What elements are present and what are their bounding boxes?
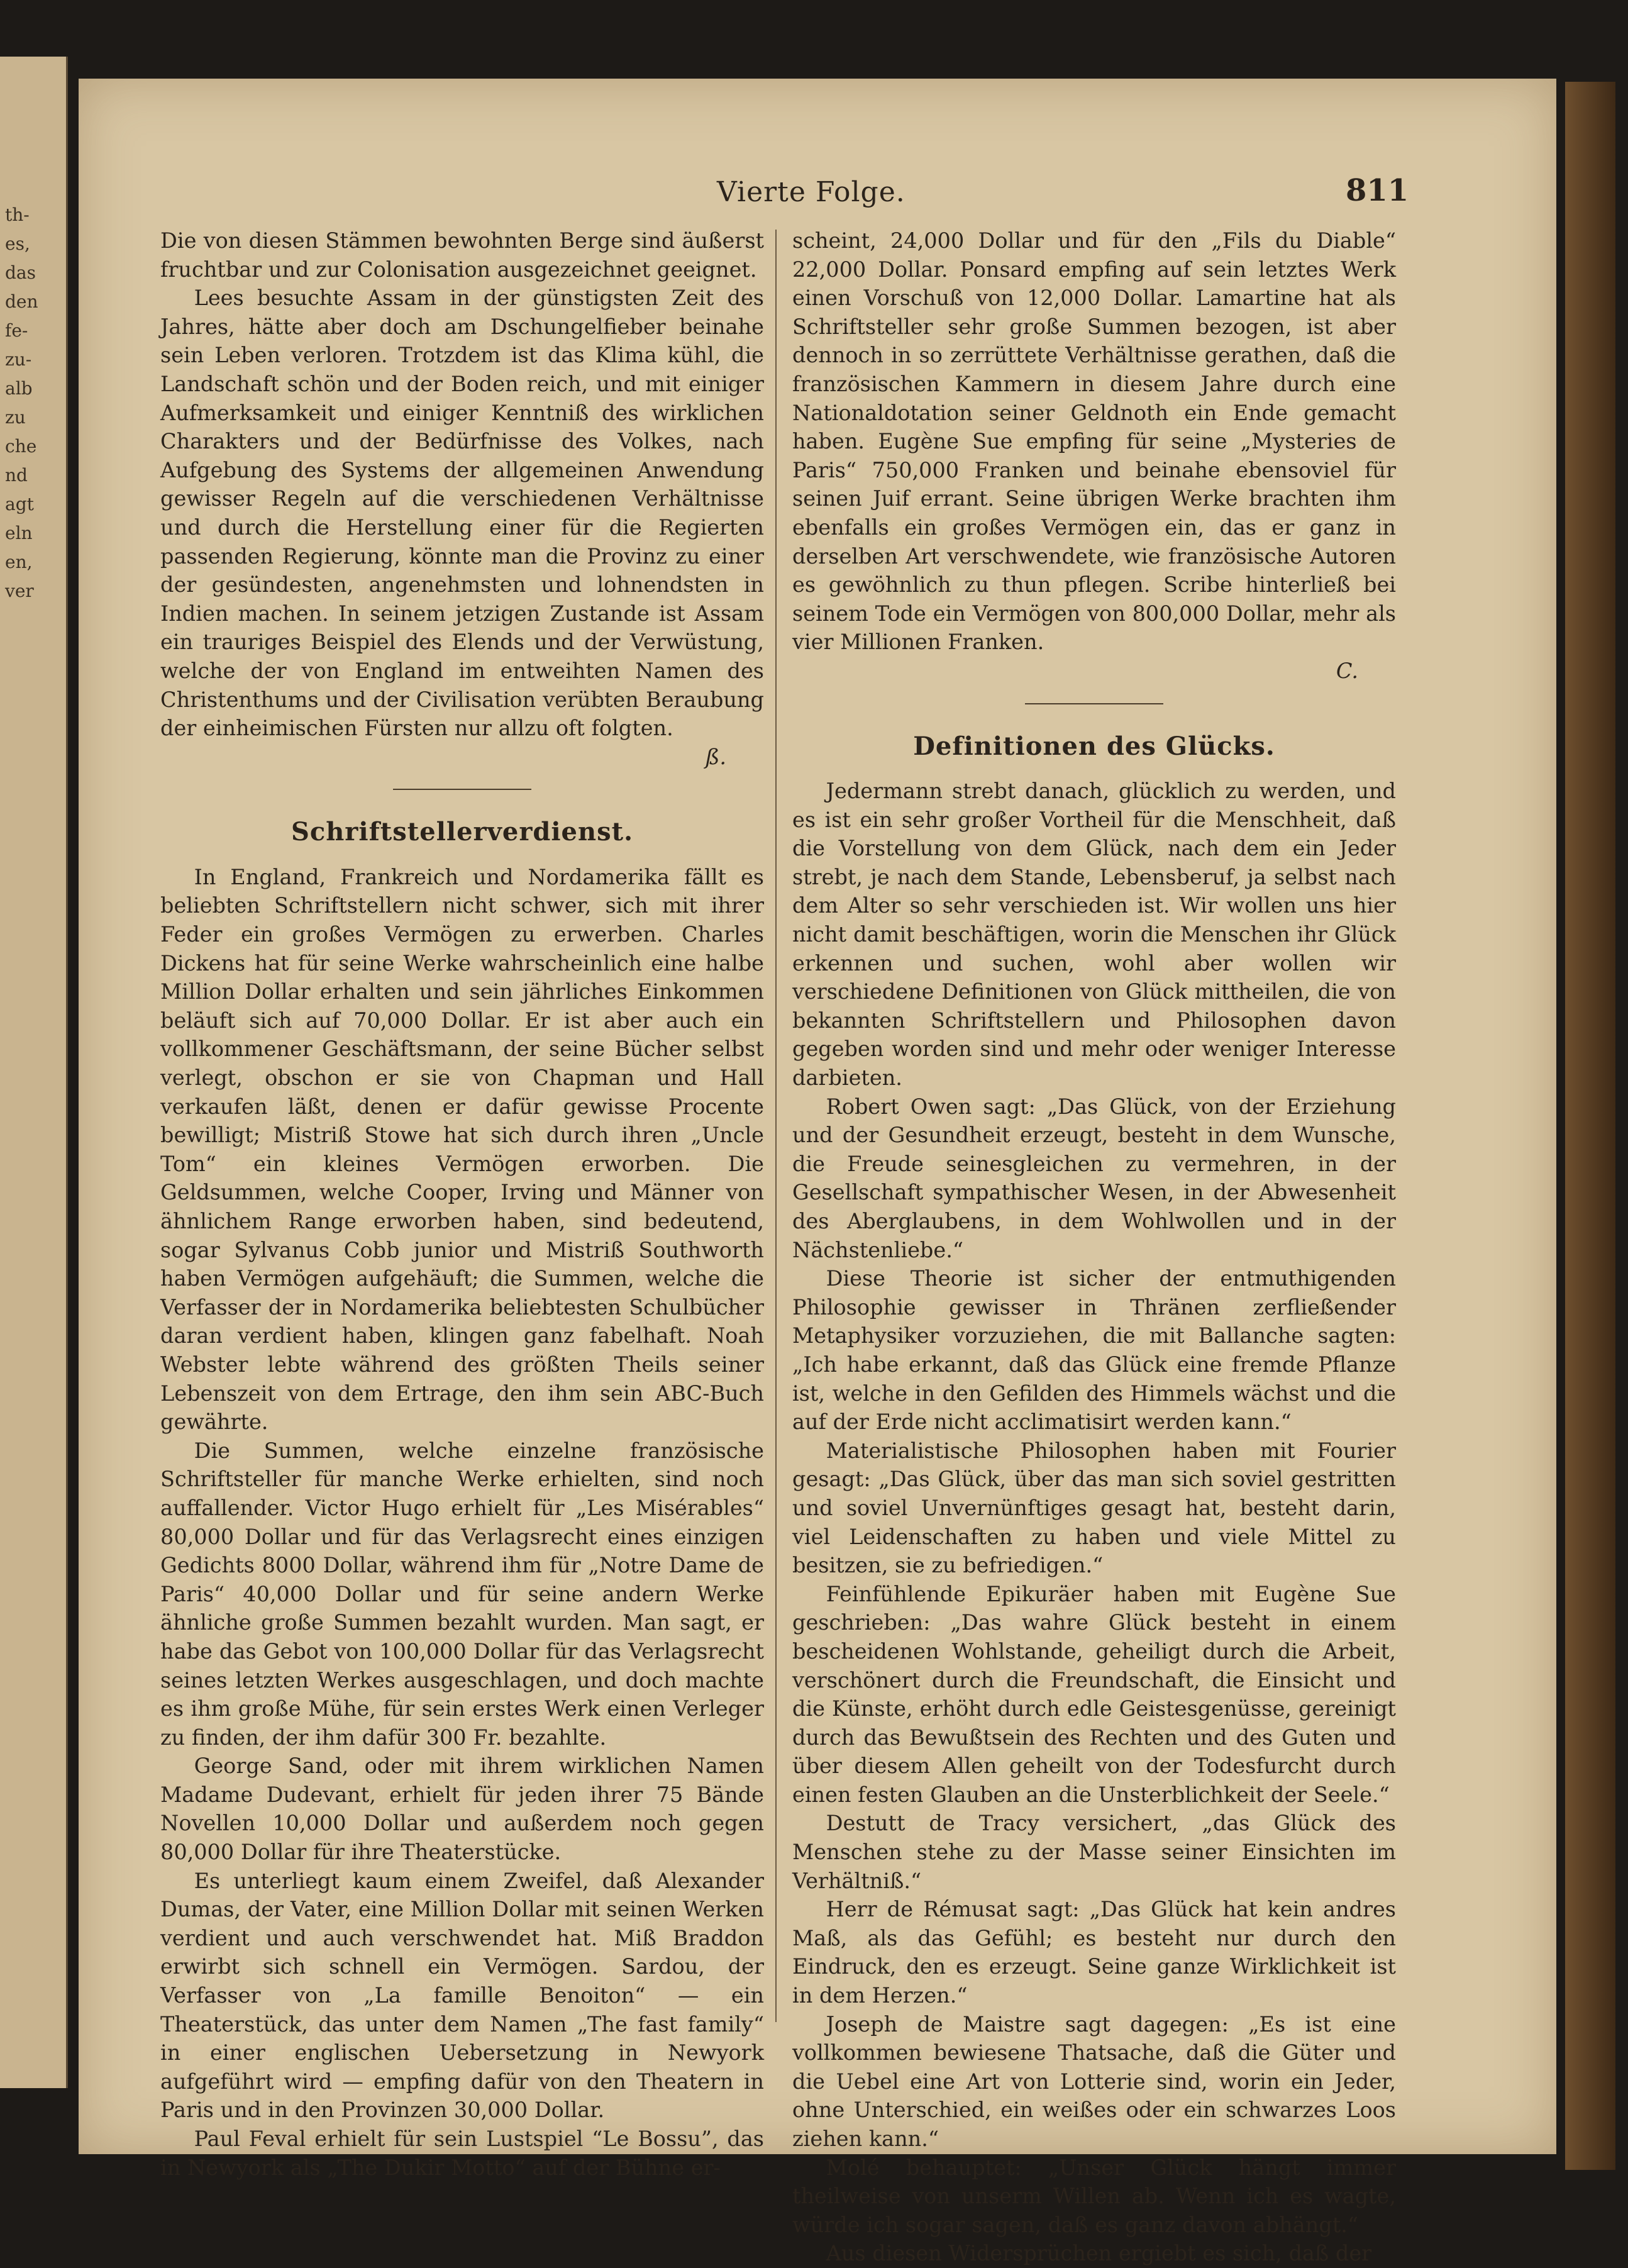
article-paragraph: Die Summen, welche einzelne französische Schriftsteller für manche Werke erhielten, sind noch auffallender. Victor Hugo erhielt für „Les Misérables“ 80,000 Dollar und für das Verlagsrecht eines einzigen Gedichts 8000 Dollar, während ihm für „Notre Dame de Paris“ 40,000 Dollar und für seine andern Werke ähnliche große Summen bezahlt wurden. Man sagt, er habe das Gebot von 100,000 Dollar für das Verlagsrecht seines letzten Werkes ausgeschlagen, und doch machte es ihm große Mühe, für sein erstes Werk einen Verleger zu finden, der ihm dafür 300 Fr. bezahlte. xyxy=(160,1438,764,1750)
margin-fragment: ver xyxy=(5,581,34,601)
article-paragraph: Diese Theorie ist sicher der entmuthigenden Philosophie gewisser in Thränen zerfließender Metaphysiker vorzuziehen, die mit Ballanche sagten: „Ich habe erkannt, daß das Glück eine fremde Pflanze ist, welche in den Gefilden des Himmels wächst und die auf der Erde nicht acclimatisirt werden kann.“ xyxy=(792,1266,1396,1435)
book-page xyxy=(79,79,1556,2266)
section-rule xyxy=(393,789,531,790)
article-paragraph: Robert Owen sagt: „Das Glück, von der Erziehung und der Gesundheit erzeugt, besteht in dem Wunsche, die Freude seinesgleichen zu vermehren, in der Gesellschaft sympathischer Wesen, in der Abwesenheit des Aberglaubens, in dem Wohlwollen und in der Nächstenliebe.“ xyxy=(792,1094,1396,1262)
margin-fragment: es, xyxy=(5,233,30,254)
page-header xyxy=(79,173,1556,220)
intro-paragraph: Lees besuchte Assam in der günstigsten Zeit des Jahres, hätte aber doch am Dschungelfieber beinahe sein Leben verloren. Trotzdem ist das Klima kühl, die Landschaft schön und der Boden reich, und mit einiger Aufmerksamkeit und einiger Kenntniß des wirklichen Charakters und der Bedürfnisse des Volkes, nach Aufgebung des Systems der allgemeinen Anwendung gewisser Regeln auf die verschiedenen Verhältnisse und durch die Herstellung einer für die Regierten passenden Regierung, könnte man die Provinz zu einer der gesündesten, angenehmsten und lohnendsten in Indien machen. In seinem jetzigen Zustande ist Assam ein trauriges Beispiel des Elends und der Verwüstung, welche der von England im entweihten Namen des Christenthums und der Civilisation verübten Beraubung der einheimischen Fürsten nur allzu oft folgten. xyxy=(160,286,764,741)
intro-signature: ß. xyxy=(705,744,726,769)
continuation-signature: C. xyxy=(1336,658,1358,683)
intro-paragraph: Die von diesen Stämmen bewohnten Berge sind äußerst fruchtbar und zur Colonisation ausgezeichnet geeignet. xyxy=(160,228,764,282)
previous-page-edge xyxy=(0,57,68,2088)
article-paragraph: Materialistische Philosophen haben mit Fourier gesagt: „Das Glück, über das man sich soviel gestritten und soviel Unvernünftiges gesagt hat, besteht darin, viel Leidenschaften zu haben und viele Mittel zu besitzen, sie zu befriedigen.“ xyxy=(792,1438,1396,1578)
page-number: 811 xyxy=(1346,173,1409,208)
margin-fragment: che xyxy=(5,436,37,457)
article-paragraph: Joseph de Maistre sagt dagegen: „Es ist eine vollkommen bewiesene Thatsache, daß die Güter und die Uebel eine Art von Lotterie sind, worin ein Jeder, ohne Unterschied, ein weißes oder ein schwarzes Loos ziehen kann.“ xyxy=(792,2011,1396,2151)
article-paragraph: Molé behauptet: „Unser Glück hängt immer theilweise von unserm Willen ab. Wenn ich es wagte, würde ich sogar sagen, daß es ganz davon abhängt.“ xyxy=(792,2155,1396,2237)
article-paragraph: Es unterliegt kaum einem Zweifel, daß Alexander Dumas, der Vater, eine Million Dollar mit seinen Werken verdient und auch verschwendet hat. Miß Braddon erwirbt sich schnell ein Vermögen. Sardou, der Verfasser von „La famille Benoiton“ — ein Theaterstück, das unter dem Namen „The fast family“ in einer englischen Uebersetzung in Newyork aufgeführt wird — empfing dafür von den Theatern in Paris und in den Provinzen 30,000 Dollar. xyxy=(160,1868,764,2123)
margin-fragment: zu- xyxy=(5,349,32,370)
margin-fragment: zu xyxy=(5,407,26,428)
margin-fragment: eln xyxy=(5,523,33,543)
article-paragraph: In England, Frankreich und Nordamerika fällt es beliebten Schriftstellern nicht schwer, sich mit ihrer Feder ein großes Vermögen zu erwerben. Charles Dickens hat für seine Werke wahrscheinlich eine halbe Million Dollar erhalten und sein jährliches Einkommen beläuft sich auf 70,000 Dollar. Er ist aber auch ein vollkommener Geschäftsmann, der seine Bücher selbst verlegt, obschon er sie von Chapman und Hall verkaufen läßt, denen er dafür gewisse Procente bewilligt; Mistriß Stowe hat sich durch ihren „Uncle Tom“ ein kleines Vermögen erworben. Die Geldsummen, welche Cooper, Irving und Männer von ähnlichem Range erworben haben, sind bedeutend, sogar Sylvanus Cobb junior und Mistriß Southworth haben Vermögen aufgehäuft; die Summen, welche die Verfasser der in Nordamerika beliebtesten Schulbücher daran verdient haben, klingen ganz fabelhaft. Noah Webster lebte während des größten Theils seiner Lebenszeit von dem Ertrage, den ihm sein ABC-Buch gewährte. xyxy=(160,864,764,1435)
left-column xyxy=(160,226,764,2182)
running-head: Vierte Folge. xyxy=(717,176,905,208)
right-column xyxy=(792,226,1396,2268)
article-title-schriftstellerverdienst: Schriftstellerverdienst. xyxy=(291,817,634,847)
section-rule xyxy=(1025,703,1163,704)
continuation-paragraph: scheint, 24,000 Dollar und für den „Fils du Diable“ 22,000 Dollar. Ponsard empfing auf sein letztes Werk einen Vorschuß von 12,000 Dollar. Lamartine hat als Schriftsteller sehr große Summen bezogen, ist aber dennoch in so zerrüttete Verhältnisse gerathen, daß die französischen Kammern in diesem Jahre durch eine Nationaldotation seiner Geldnoth ein Ende gemacht haben. Eugène Sue empfing für seine „Mysteries de Paris“ 750,000 Franken und beinahe ebensoviel für seinen Juif errant. Seine übrigen Werke brachten ihm ebenfalls ein großes Vermögen ein, das er ganz in derselben Art verschwendete, wie französische Autoren es gewöhnlich zu thun pflegen. Scribe hinterließ bei seinem Tode ein Vermögen von 800,000 Dollar, mehr als vier Millionen Franken. xyxy=(792,228,1396,655)
article-paragraph: Aus diesen Widersprüchen ergiebt es sich, daß der xyxy=(826,2241,1372,2266)
margin-fragment: th- xyxy=(5,204,30,225)
margin-fragment: das xyxy=(5,262,36,283)
margin-fragment: alb xyxy=(5,378,33,399)
margin-fragment: fe- xyxy=(5,320,28,341)
article-paragraph: George Sand, oder mit ihrem wirklichen Namen Madame Dudevant, erhielt für jeden ihrer 75 Bände Novellen 10,000 Dollar und außerdem noch gegen 80,000 Dollar für ihre Theaterstücke. xyxy=(160,1754,764,1865)
article-paragraph: Jedermann strebt danach, glücklich zu werden, und es ist ein sehr großer Vortheil für die Menschheit, daß die Vorstellung von dem Glück, nach dem ein Jeder strebt, je nach dem Stande, Lebensberuf, ja selbst nach dem Alter so sehr verschieden ist. Wir wollen uns hier nicht damit beschäftigen, worin die Menschen ihr Glück erkennen und suchen, wohl aber wollen wir verschiedene Definitionen von Glück mittheilen, die von bekannten Schriftstellern und Philosophen davon gegeben worden sind und mehr oder weniger Interesse darbieten. xyxy=(792,779,1396,1091)
margin-fragment: nd xyxy=(5,465,28,486)
article-paragraph: Feinfühlende Epikuräer haben mit Eugène Sue geschrieben: „Das wahre Glück besteht in einem bescheidenen Wohlstande, geheiligt durch die Arbeit, verschönert durch die Freundschaft, die Einsicht und die Künste, erhöht durch edle Geistesgenüsse, gereinigt durch das Bewußtsein des Rechten und des Guten und über diesem Allen geheilt von der Todesfurcht durch einen festen Glauben an die Unsterblichkeit der Seele.“ xyxy=(792,1581,1396,1807)
article-paragraph: Destutt de Tracy versichert, „das Glück des Menschen stehe zu der Masse seiner Einsichten im Verhältniß.“ xyxy=(792,1811,1396,1893)
column-divider xyxy=(775,230,777,2022)
margin-fragment: en, xyxy=(5,552,33,572)
article-paragraph: Paul Feval erhielt für sein Lustspiel “Le Bossu”, das in Newyork als „The Dukir Motto“ auf der Bühne er- xyxy=(160,2126,764,2180)
margin-fragment: den xyxy=(5,291,38,312)
margin-fragment: agt xyxy=(5,494,34,514)
book-spine xyxy=(1565,82,1615,2170)
article-title-definitionen: Definitionen des Glücks. xyxy=(913,731,1275,761)
article-paragraph: Herr de Rémusat sagt: „Das Glück hat kein andres Maß, als das Gefühl; es besteht nur durch den Eindruck, den es erzeugt. Seine ganze Wirklichkeit ist in dem Herzen.“ xyxy=(792,1897,1396,2008)
